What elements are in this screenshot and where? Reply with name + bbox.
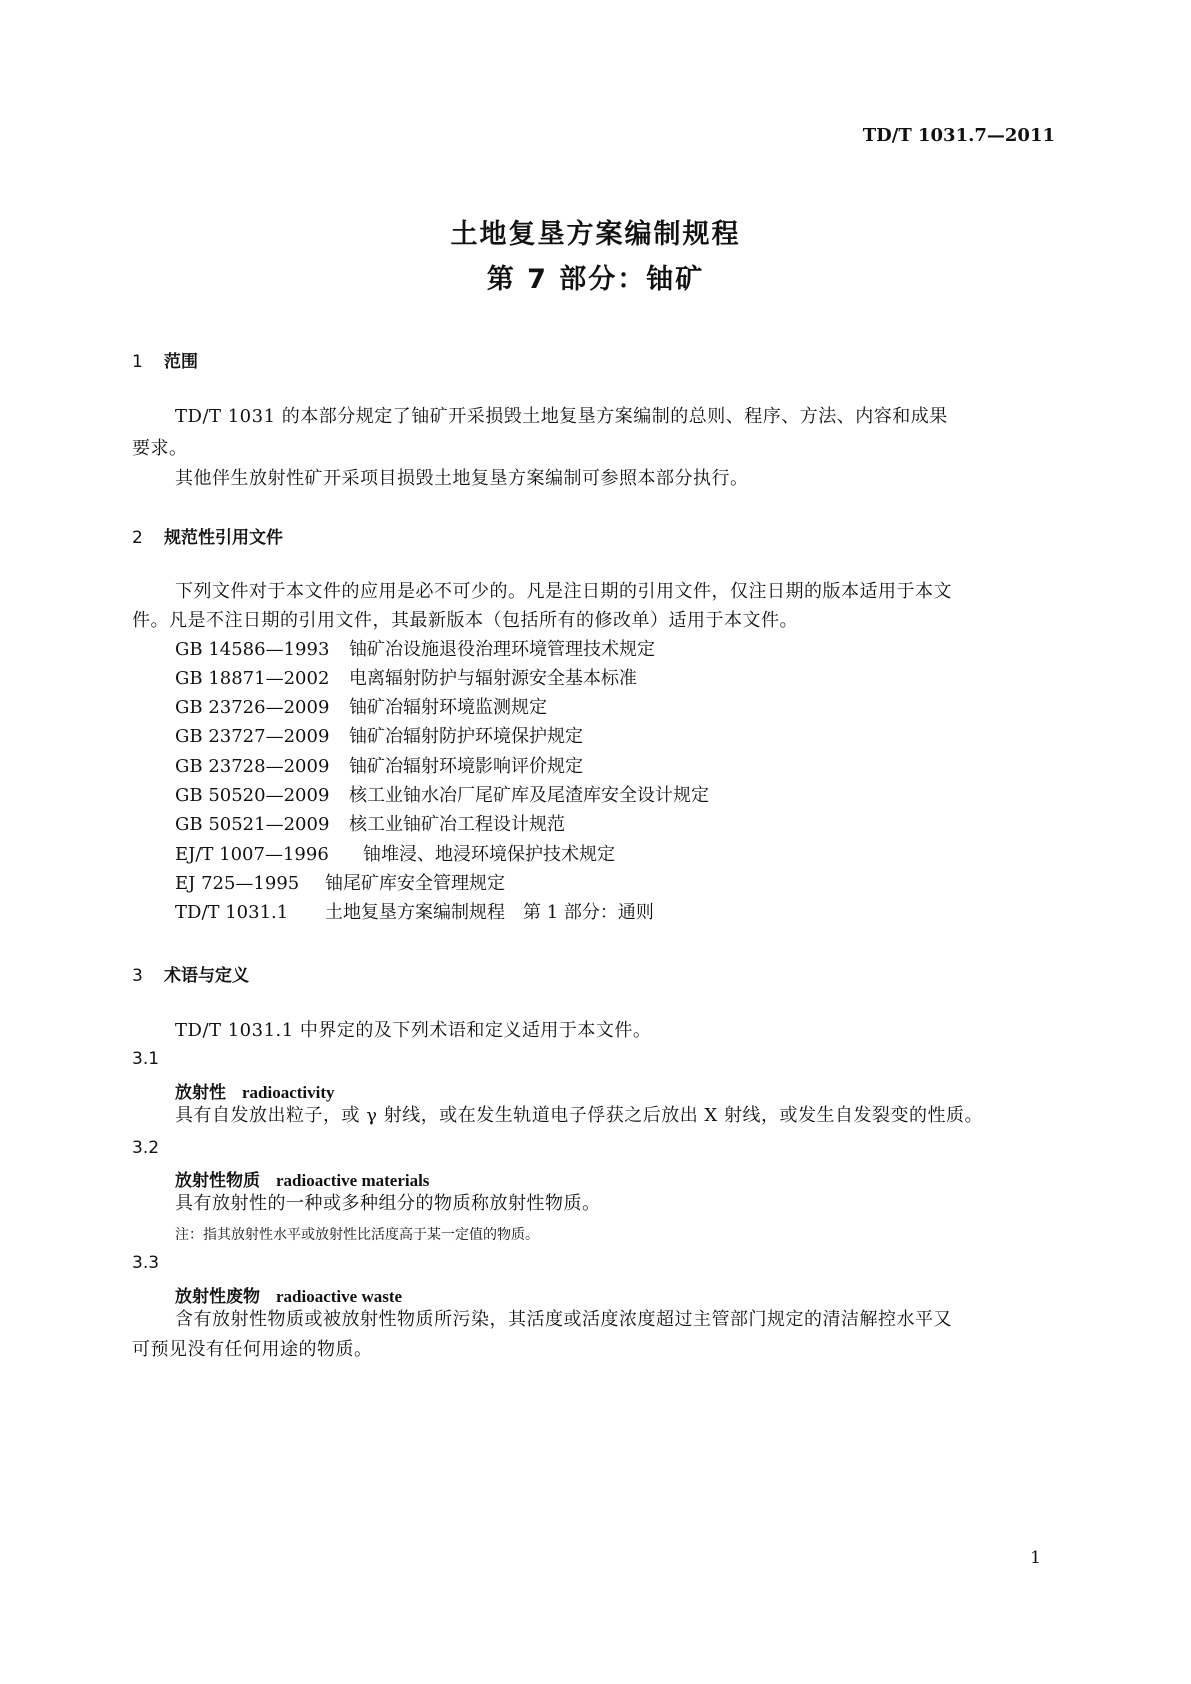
reference-code: GB 23728—2009 xyxy=(175,756,330,777)
section-heading-normative-references xyxy=(132,523,283,548)
document-code: TD/T 1031.7—2011 xyxy=(862,125,1055,146)
section-title: 范围 xyxy=(164,352,198,372)
reference-item xyxy=(175,839,615,871)
reference-code: GB 23727—2009 xyxy=(175,726,330,747)
reference-code: GB 23726—2009 xyxy=(175,697,330,718)
reference-code: EJ 725—1995 xyxy=(175,873,300,894)
term-english: radioactivity xyxy=(242,1083,335,1102)
reference-item xyxy=(175,663,637,695)
reference-title: 电离辐射防护与辐射源安全基本标准 xyxy=(349,668,637,689)
paragraph: 下列文件对于本文件的应用是必不可少的。凡是注日期的引用文件，仅注日期的版本适用于本文 xyxy=(175,581,952,602)
reference-title: 核工业铀水冶厂尾矿库及尾渣库安全设计规定 xyxy=(349,785,709,806)
reference-code: GB 14586—1993 xyxy=(175,639,330,660)
reference-title: 铀矿冶辐射防护环境保护规定 xyxy=(349,726,583,747)
term-definition: 具有自发放出粒子，或 γ 射线，或在发生轨道电子俘获之后放出 X 射线，或发生自发裂变的性质。 xyxy=(175,1105,983,1126)
reference-title: 铀矿冶设施退役治理环境管理技术规定 xyxy=(349,639,655,660)
reference-item xyxy=(175,897,654,929)
term-number: 3.1 xyxy=(132,1049,160,1069)
paragraph: TD/T 1031 的本部分规定了铀矿开采损毁土地复垦方案编制的总则、程序、方法、内容和成果 xyxy=(175,406,948,427)
term-chinese: 放射性废物 xyxy=(175,1287,260,1307)
term-number: 3.2 xyxy=(132,1138,160,1158)
section-title: 规范性引用文件 xyxy=(164,528,283,548)
section-title: 术语与定义 xyxy=(164,966,249,986)
paragraph: 其他伴生放射性矿开采项目损毁土地复垦方案编制可参照本部分执行。 xyxy=(175,468,749,489)
reference-item xyxy=(175,751,583,783)
reference-item xyxy=(175,692,547,724)
reference-code: EJ/T 1007—1996 xyxy=(175,844,329,865)
term-chinese: 放射性物质 xyxy=(175,1171,260,1191)
section-number: 2 xyxy=(132,528,143,548)
page-number: 1 xyxy=(1030,1548,1041,1568)
reference-title: 核工业铀矿冶工程设计规范 xyxy=(349,814,565,835)
document-subtitle: 第 7 部分：铀矿 xyxy=(486,264,705,295)
term-english: radioactive materials xyxy=(276,1171,430,1190)
reference-code: GB 50521—2009 xyxy=(175,814,330,835)
reference-title: 铀矿冶辐射环境监测规定 xyxy=(349,697,547,718)
term-definition: 含有放射性物质或被放射性物质所污染，其活度或活度浓度超过主管部门规定的清洁解控水平又 xyxy=(175,1309,952,1330)
reference-item xyxy=(175,634,655,666)
section-number: 1 xyxy=(132,352,143,372)
paragraph: 要求。 xyxy=(132,438,188,459)
reference-title: 铀尾矿库安全管理规定 xyxy=(325,873,505,894)
reference-title: 铀堆浸、地浸环境保护技术规定 xyxy=(363,844,615,865)
term-number: 3.3 xyxy=(132,1253,160,1273)
term-note: 注：指其放射性水平或放射性比活度高于某一定值的物质。 xyxy=(175,1227,539,1243)
paragraph: 件。凡是不注日期的引用文件，其最新版本（包括所有的修改单）适用于本文件。 xyxy=(132,610,798,631)
reference-title: 土地复垦方案编制规程 第 1 部分：通则 xyxy=(325,902,654,923)
reference-item xyxy=(175,780,709,812)
section-number: 3 xyxy=(132,966,143,986)
paragraph: TD/T 1031.1 中界定的及下列术语和定义适用于本文件。 xyxy=(175,1020,652,1041)
term-definition: 可预见没有任何用途的物质。 xyxy=(132,1339,373,1360)
term-definition: 具有放射性的一种或多种组分的物质称放射性物质。 xyxy=(175,1193,601,1214)
term-chinese: 放射性 xyxy=(175,1083,226,1103)
section-heading-scope xyxy=(132,347,198,372)
term-english: radioactive waste xyxy=(276,1287,403,1306)
section-heading-terms-definitions xyxy=(132,961,249,986)
reference-item xyxy=(175,868,505,900)
reference-code: TD/T 1031.1 xyxy=(175,902,289,923)
reference-title: 铀矿冶辐射环境影响评价规定 xyxy=(349,756,583,777)
reference-item xyxy=(175,721,583,753)
reference-item xyxy=(175,809,565,841)
reference-code: GB 18871—2002 xyxy=(175,668,330,689)
document-title: 土地复垦方案编制规程 xyxy=(450,219,741,250)
reference-code: GB 50520—2009 xyxy=(175,785,330,806)
